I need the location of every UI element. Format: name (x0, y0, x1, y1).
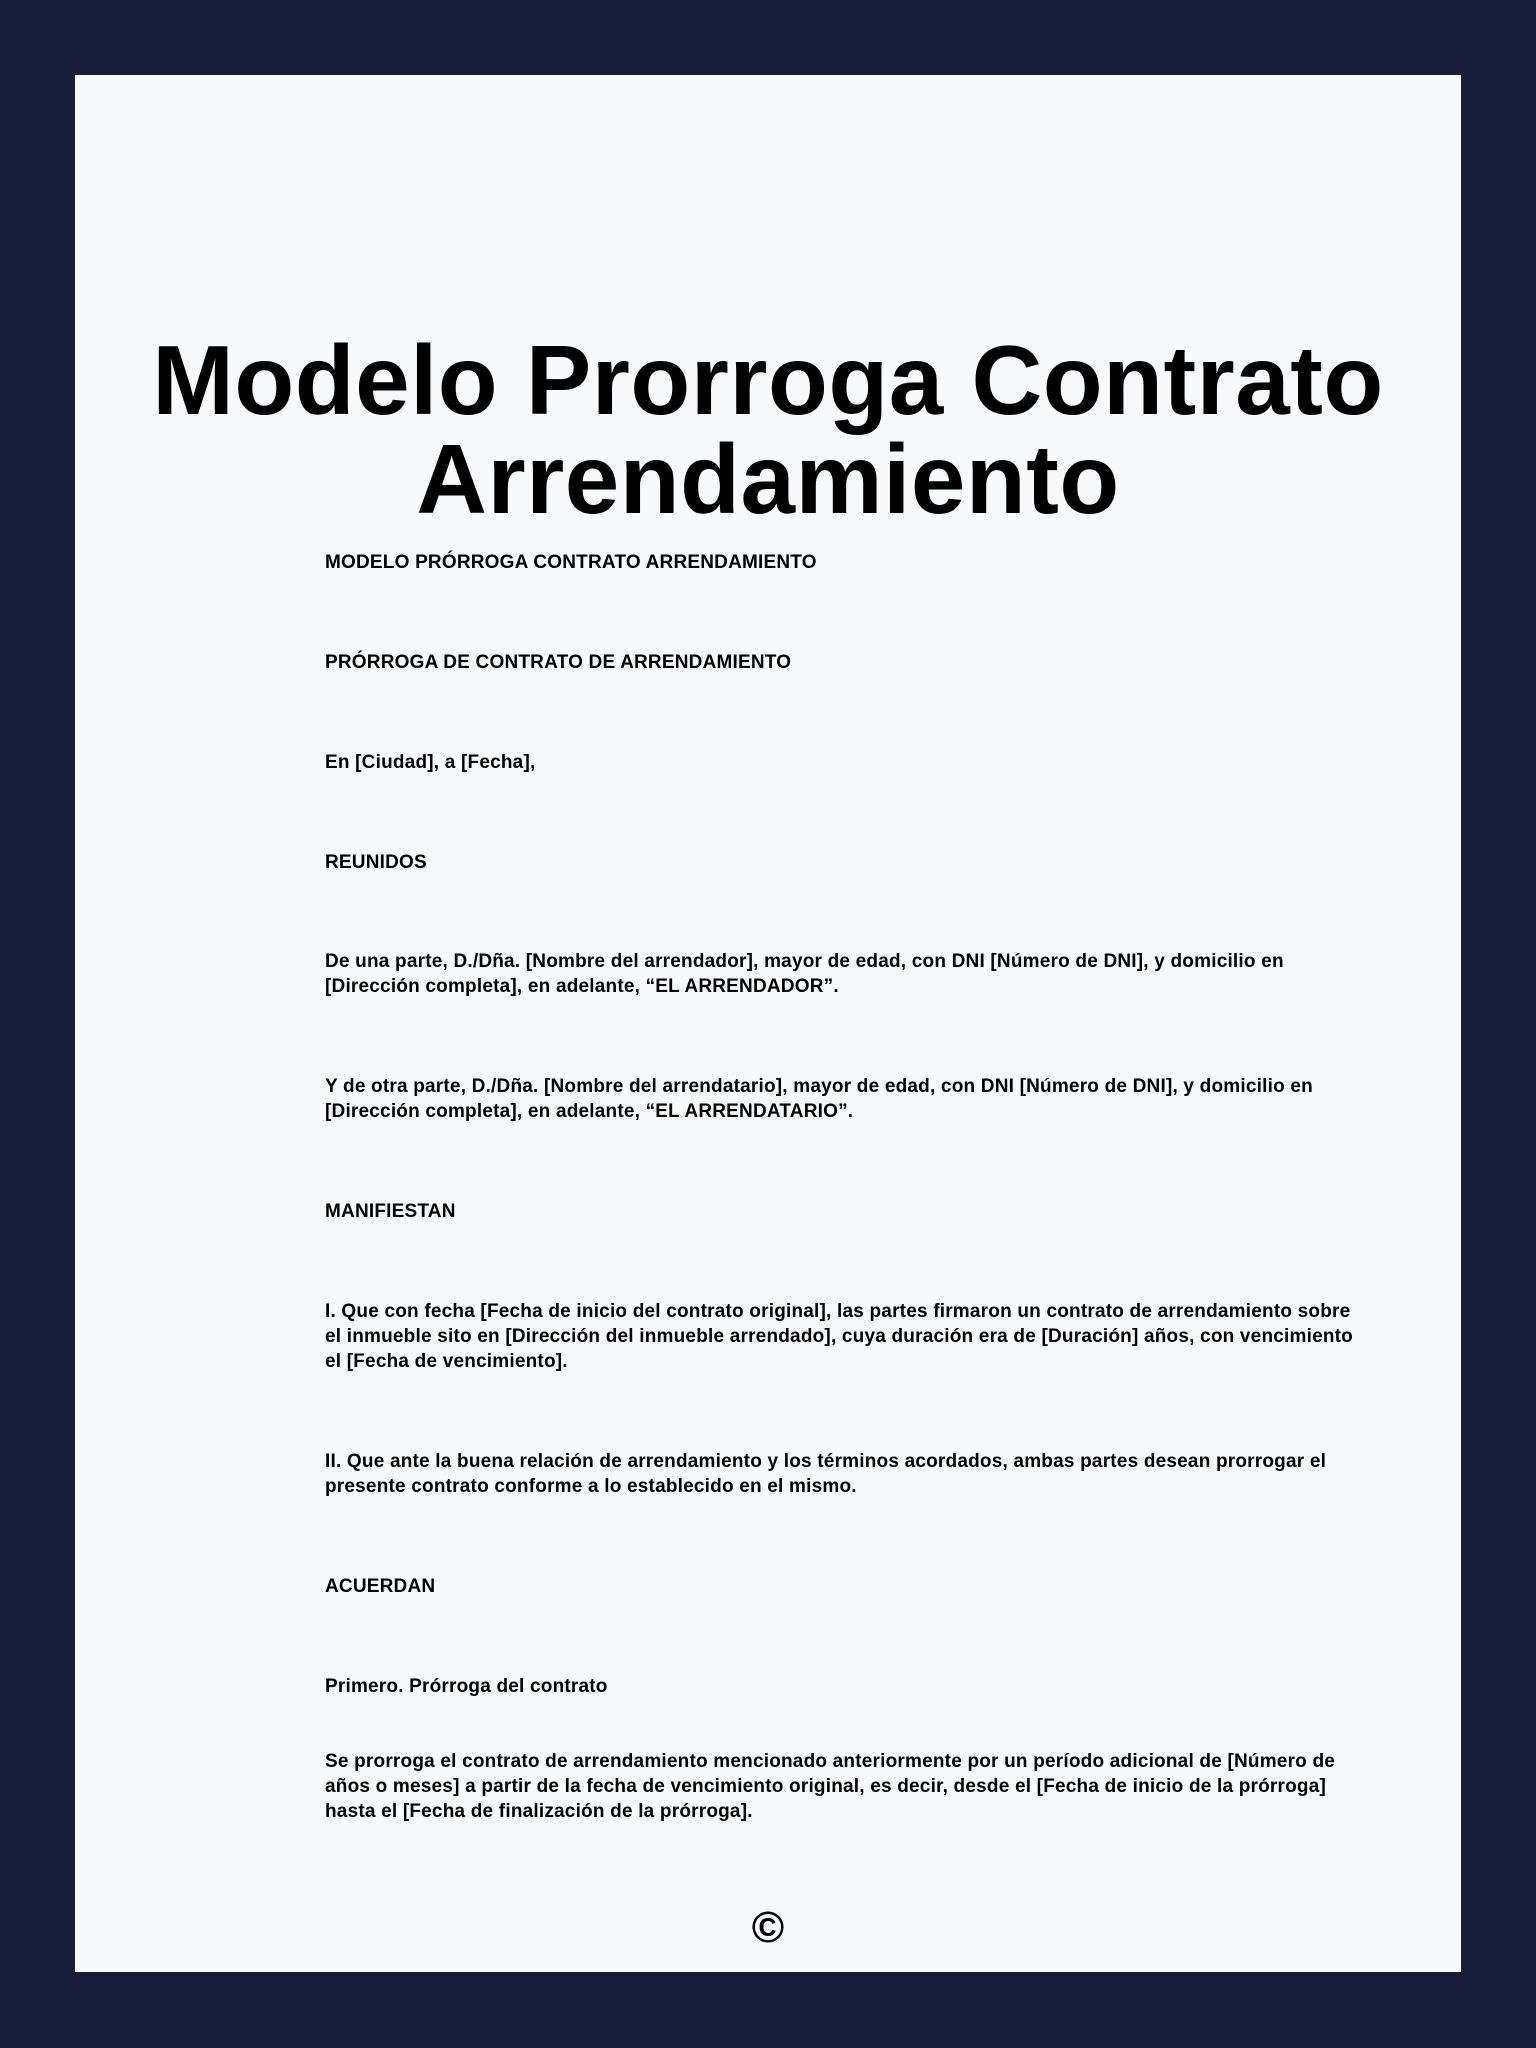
paragraph-manifiesto-2: II. Que ante la buena relación de arrendamiento y los términos acordados, ambas partes desean prorrogar el presente contrato conforme a lo establecido en el mismo. (325, 1451, 1327, 1497)
copyright-icon: © (751, 1903, 785, 1952)
heading-prorroga: PRÓRROGA DE CONTRATO DE ARRENDAMIENTO (325, 652, 792, 673)
heading-reunidos: REUNIDOS (325, 852, 427, 873)
place-date: En [Ciudad], a [Fecha], (325, 752, 536, 773)
paragraph-primero: Se prorroga el contrato de arrendamiento mencionado anteriormente por un período adicional de [Número de años o meses] a partir de la fecha de vencimiento original, es decir, desde el [Fecha de inicio de la prórroga] hasta el [Fecha de finalización de la prórroga]. (325, 1751, 1336, 1822)
heading-primero: Primero. Prórroga del contrato (325, 1676, 608, 1697)
paragraph-arrendatario: Y de otra parte, D./Dña. [Nombre del arrendatario], mayor de edad, con DNI [Número de DNI], y domicilio en [Dirección completa], en adelante, “EL ARRENDATARIO”. (325, 1076, 1313, 1122)
document-title: Modelo Prorroga Contrato Arrendamiento (152, 325, 1384, 534)
heading-acuerdan: ACUERDAN (325, 1576, 436, 1597)
heading-manifiestan: MANIFIESTAN (325, 1201, 456, 1222)
document-page (75, 75, 1461, 1972)
heading-model: MODELO PRÓRROGA CONTRATO ARRENDAMIENTO (325, 552, 817, 573)
paragraph-manifiesto-1: I. Que con fecha [Fecha de inicio del contrato original], las partes firmaron un contrato de arrendamiento sobre el inmueble sito en [Dirección del inmueble arrendado], cuya duración era de [Duración] años, con vencimiento el [Fecha de vencimiento]. (325, 1301, 1353, 1372)
paragraph-arrendador: De una parte, D./Dña. [Nombre del arrendador], mayor de edad, con DNI [Número de DNI], y domicilio en [Dirección completa], en adelante, “EL ARRENDADOR”. (325, 951, 1284, 997)
